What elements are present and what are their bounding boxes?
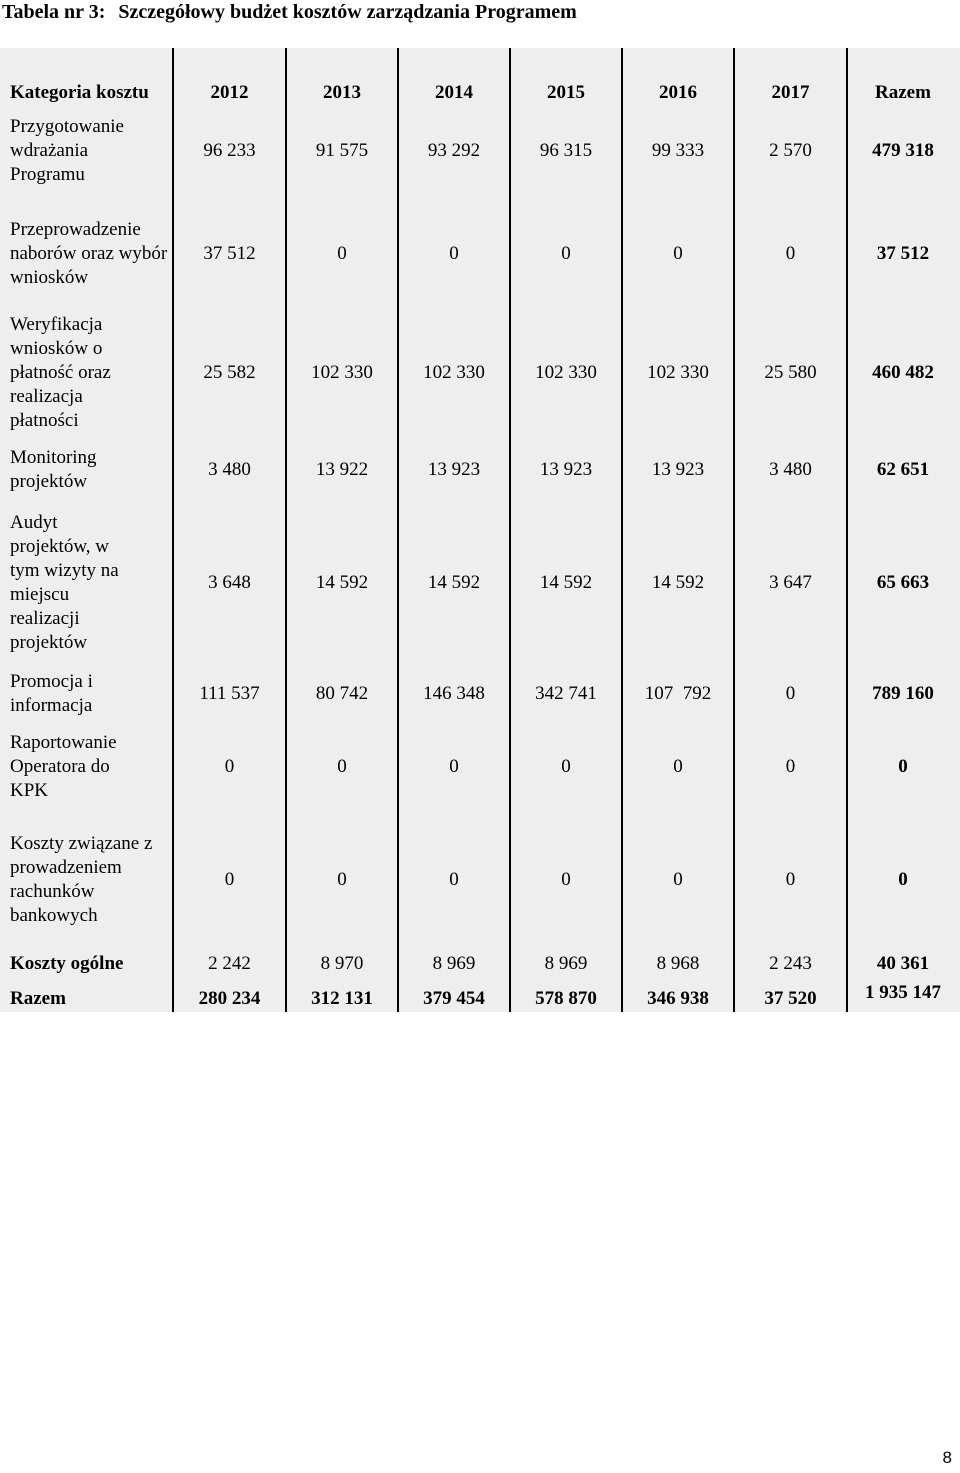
row-value: 99 333 — [651, 140, 705, 161]
row-value: 2 243 — [769, 953, 812, 974]
row-category: Przygotowanie wdrażania Programu — [10, 116, 124, 185]
row-value: 280 234 — [198, 988, 261, 1009]
header-year: 2014 — [435, 82, 473, 103]
row-value: 3 480 — [769, 459, 812, 480]
row-value: 379 454 — [423, 988, 485, 1009]
header-total: Razem — [875, 82, 931, 103]
row-value: 8 968 — [656, 953, 700, 974]
row-value: 0 — [785, 869, 796, 890]
row-value: 14 592 — [427, 572, 481, 593]
row-total: 1 935 147 — [865, 982, 941, 1003]
row-value: 0 — [337, 756, 347, 777]
row-category: Monitoring projektów — [10, 447, 97, 492]
header-year: 2013 — [323, 82, 361, 103]
row-value: 80 742 — [315, 683, 369, 704]
row-value: 0 — [337, 243, 347, 264]
row-value: 342 741 — [535, 683, 597, 704]
row-value: 3 648 — [208, 572, 251, 593]
row-value: 578 870 — [535, 988, 597, 1009]
row-value: 111 537 — [199, 683, 260, 704]
row-total: 460 482 — [872, 362, 934, 383]
row-category: Razem — [10, 988, 66, 1009]
table-title-text: Szczegółowy budżet kosztów zarządzania Programem — [118, 1, 577, 23]
row-value: 102 330 — [647, 362, 709, 383]
row-category: Raportowanie Operatora do KPK — [10, 732, 117, 801]
row-value: 346 938 — [647, 988, 709, 1009]
budget-table — [0, 48, 960, 1012]
row-category: Promocja i informacja — [10, 671, 93, 716]
row-value: 96 315 — [539, 140, 593, 161]
row-value: 37 520 — [764, 988, 817, 1009]
row-value: 8 970 — [320, 953, 364, 974]
row-value: 0 — [449, 869, 459, 890]
row-category: Weryfikacja wniosków o płatność oraz realizacja płatności — [10, 314, 111, 431]
row-value: 0 — [449, 756, 459, 777]
row-category: Koszty związane z prowadzeniem rachunków bankowych — [10, 833, 153, 926]
row-value: 13 923 — [539, 459, 593, 480]
row-value: 102 330 — [535, 362, 597, 383]
row-value: 0 — [561, 756, 571, 777]
row-value: 13 923 — [651, 459, 705, 480]
row-value: 312 131 — [311, 988, 373, 1009]
row-value: 0 — [561, 243, 571, 264]
row-total: 37 512 — [876, 243, 930, 264]
row-value: 146 348 — [423, 683, 485, 704]
row-value: 96 233 — [203, 140, 256, 161]
row-value: 0 — [224, 869, 235, 890]
row-category: Audyt projektów, w tym wizyty na miejscu realizacji projektów — [10, 512, 119, 653]
row-value: 3 647 — [769, 572, 812, 593]
row-value: 91 575 — [315, 140, 369, 161]
row-value: 8 969 — [544, 953, 588, 974]
header-year: 2015 — [547, 82, 585, 103]
row-value: 3 480 — [208, 459, 251, 480]
row-total: 0 — [898, 756, 908, 777]
row-value: 2 242 — [208, 953, 251, 974]
row-total: 65 663 — [876, 572, 930, 593]
header-year: 2017 — [771, 82, 810, 103]
row-value: 93 292 — [427, 140, 481, 161]
row-value: 0 — [561, 869, 571, 890]
row-value: 0 — [785, 756, 796, 777]
row-value: 13 923 — [427, 459, 481, 480]
row-value: 14 592 — [651, 572, 705, 593]
row-value: 8 969 — [432, 953, 476, 974]
row-value: 14 592 — [539, 572, 593, 593]
row-value: 25 582 — [203, 362, 256, 383]
row-value: 0 — [785, 683, 796, 704]
row-value: 37 512 — [203, 243, 256, 264]
row-value: 13 922 — [315, 459, 369, 480]
row-value: 2 570 — [769, 140, 812, 161]
row-total: 0 — [898, 869, 908, 890]
row-total: 62 651 — [876, 459, 930, 480]
row-value: 0 — [449, 243, 459, 264]
row-value: 0 — [337, 869, 347, 890]
row-category: Przeprowadzenie naborów oraz wybór wniosków — [10, 219, 168, 288]
row-total: 789 160 — [872, 683, 934, 704]
row-category: Koszty ogólne — [10, 953, 124, 974]
row-value: 25 580 — [764, 362, 817, 383]
header-category: Kategoria kosztu — [10, 82, 149, 103]
row-value: 14 592 — [315, 572, 369, 593]
page-number: 8 — [942, 1448, 952, 1467]
row-value: 102 330 — [423, 362, 485, 383]
header-year: 2016 — [659, 82, 697, 103]
table-label: Tabela nr 3: — [2, 1, 106, 23]
header-year: 2012 — [210, 82, 249, 103]
row-value: 102 330 — [311, 362, 373, 383]
page-title — [2, 0, 577, 24]
row-total: 479 318 — [872, 140, 934, 161]
row-value: 0 — [785, 243, 796, 264]
row-total: 40 361 — [876, 953, 930, 974]
row-value: 0 — [673, 869, 683, 890]
row-value: 0 — [224, 756, 235, 777]
row-value: 107 792 — [644, 683, 712, 704]
row-value: 0 — [673, 243, 683, 264]
row-value: 0 — [673, 756, 683, 777]
